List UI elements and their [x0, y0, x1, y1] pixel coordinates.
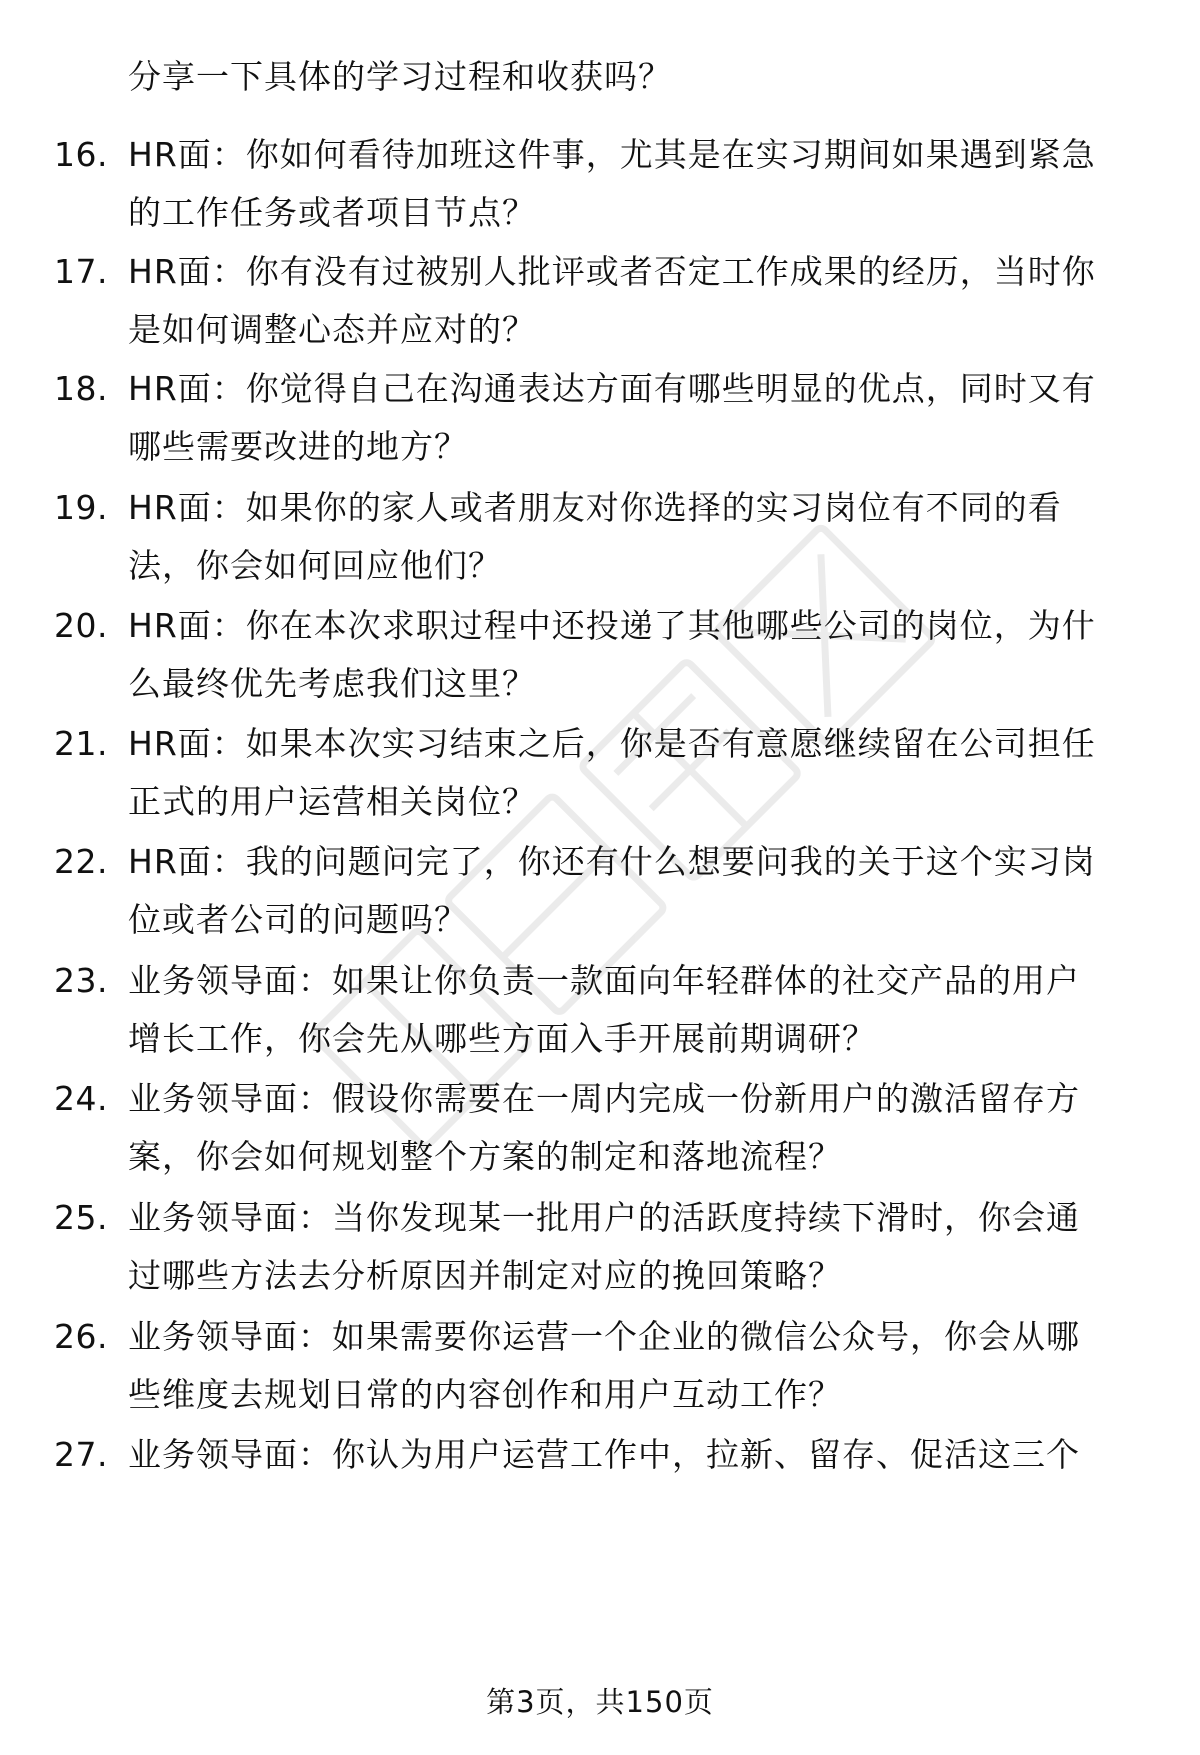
item-number: 23.: [54, 961, 108, 1000]
item-text: 业务领导面：当你发现某一批用户的活跃度持续下滑时，你会通 过哪些方法去分析原因并制定对应的挽回策略？: [128, 1198, 1080, 1295]
item-text: 业务领导面：如果需要你运营一个企业的微信公众号，你会从哪 些维度去规划日常的内容创作和用户互动工作？: [128, 1317, 1080, 1414]
item-number: 19.: [54, 488, 108, 527]
page-number: 第3页，共150页: [486, 1685, 714, 1719]
item-number: 18.: [54, 369, 108, 408]
continuation-text: 分享一下具体的学习过程和收获吗？: [128, 57, 672, 96]
item-text: HR面：你觉得自己在沟通表达方面有哪些明显的优点，同时又有 哪些需要改进的地方？: [128, 369, 1096, 466]
item-number: 25.: [54, 1198, 108, 1237]
item-number: 16.: [54, 135, 108, 174]
item-text: HR面：我的问题问完了，你还有什么想要问我的关于这个实习岗 位或者公司的问题吗？: [128, 842, 1096, 939]
item-number: 24.: [54, 1079, 108, 1118]
item-text: HR面：如果本次实习结束之后，你是否有意愿继续留在公司担任 正式的用户运营相关岗位？: [128, 724, 1096, 821]
item-text: HR面：你有没有过被别人批评或者否定工作成果的经历，当时你 是如何调整心态并应对的？: [128, 252, 1096, 349]
item-number: 26.: [54, 1317, 108, 1356]
item-text: 业务领导面：你认为用户运营工作中，拉新、留存、促活这三个: [128, 1435, 1080, 1474]
item-number: 20.: [54, 606, 108, 645]
item-number: 22.: [54, 842, 108, 881]
item-text: HR面：你在本次求职过程中还投递了其他哪些公司的岗位，为什 么最终优先考虑我们这里？: [128, 606, 1096, 703]
item-number: 21.: [54, 724, 108, 763]
item-number: 27.: [54, 1435, 108, 1474]
item-text: 业务领导面：假设你需要在一周内完成一份新用户的激活留存方 案，你会如何规划整个方案的制定和落地流程？: [128, 1079, 1080, 1176]
item-text: HR面：如果你的家人或者朋友对你选择的实习岗位有不同的看 法，你会如何回应他们？: [128, 488, 1062, 585]
item-text: 业务领导面：如果让你负责一款面向年轻群体的社交产品的用户 增长工作，你会先从哪些方面入手开展前期调研？: [128, 961, 1080, 1058]
item-text: HR面：你如何看待加班这件事，尤其是在实习期间如果遇到紧急 的工作任务或者项目节点？: [128, 135, 1096, 232]
item-number: 17.: [54, 252, 108, 291]
